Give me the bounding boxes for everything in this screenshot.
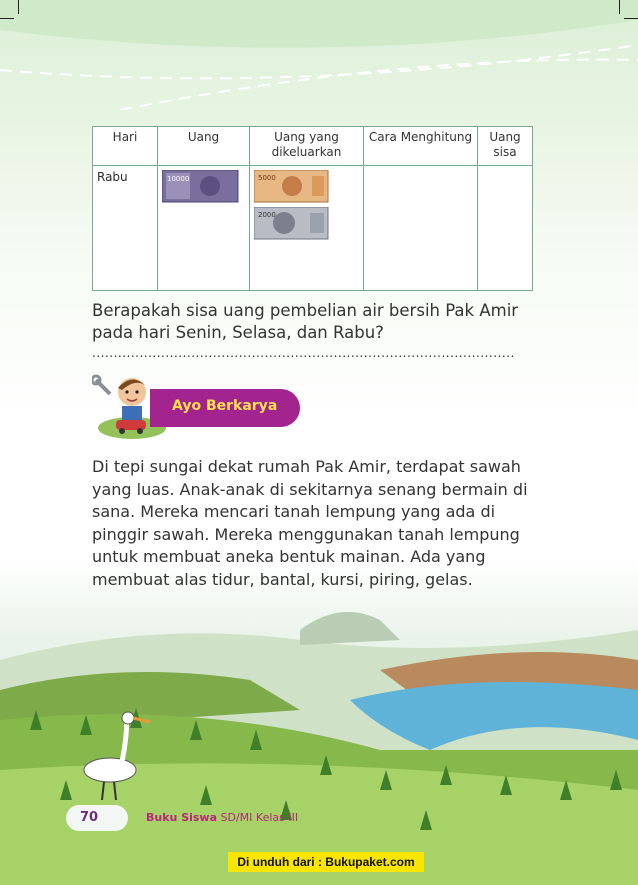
crop-mark bbox=[624, 18, 638, 19]
header-uang-sisa: Uang sisa bbox=[478, 127, 533, 166]
download-banner bbox=[228, 852, 424, 872]
page-number: 70 bbox=[80, 810, 99, 825]
question-text: Berapakah sisa uang pembelian air bersih Pak Amir pada hari Senin, Selasa, dan Rabu? bbox=[92, 301, 519, 342]
banknote-value: 10000 bbox=[167, 175, 190, 183]
banknote-2000-image bbox=[254, 207, 330, 241]
money-table bbox=[92, 126, 533, 291]
table-header-row bbox=[93, 127, 533, 166]
story-paragraph: Di tepi sungai dekat rumah Pak Amir, terdapat sawah yang luas. Anak-anak di sekitarnya senang bermain di sana. Mereka mencari tanah lempung yang ada di pinggir sawah. Mereka menggunakan tanah lempung untuk membuat aneka bentuk mainan. Ada yang membuat alas tidur, bantal, kursi, piring, gelas. bbox=[92, 457, 528, 589]
crop-mark bbox=[18, 0, 19, 14]
answer-line: .................................................................................................. bbox=[92, 346, 515, 360]
header-cara-menghitung: Cara Menghitung bbox=[364, 127, 478, 166]
cell-day: Rabu bbox=[93, 166, 158, 291]
header-hari: Hari bbox=[93, 127, 158, 166]
banknote-10000-image bbox=[162, 170, 240, 204]
cell-dikeluarkan bbox=[250, 166, 364, 291]
page-number-badge bbox=[66, 805, 128, 831]
crop-mark bbox=[619, 0, 620, 14]
banknote-value: 5000 bbox=[258, 174, 276, 182]
banknote-value: 2000 bbox=[258, 211, 276, 219]
cell-uang-sisa bbox=[478, 166, 533, 291]
top-decor bbox=[0, 0, 638, 110]
crop-mark bbox=[0, 18, 14, 19]
header-uang: Uang bbox=[158, 127, 250, 166]
footer-book-bold: Buku Siswa bbox=[146, 811, 218, 824]
download-text: Di unduh dari : Bukupaket.com bbox=[237, 855, 415, 869]
rice-field-river-illustration bbox=[0, 600, 638, 885]
table-row bbox=[93, 166, 533, 291]
header-uang-dikeluarkan: Uang yang dikeluarkan bbox=[250, 127, 364, 166]
cell-cara-menghitung bbox=[364, 166, 478, 291]
section-badge-label: Ayo Berkarya bbox=[172, 398, 278, 414]
footer-book-rest: SD/MI Kelas III bbox=[217, 811, 299, 824]
cell-uang bbox=[158, 166, 250, 291]
banknote-5000-image bbox=[254, 170, 330, 204]
section-badge bbox=[150, 389, 300, 427]
footer-book-title bbox=[146, 811, 298, 824]
